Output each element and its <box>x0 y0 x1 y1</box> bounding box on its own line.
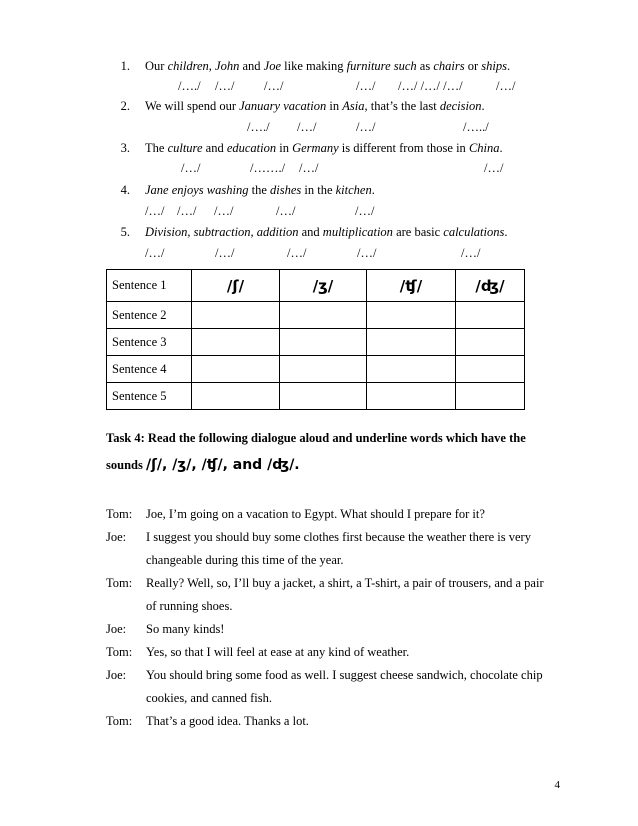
sentence-number: 5. <box>120 225 130 239</box>
sound-header: /ʤ/ <box>456 270 525 302</box>
sentence-number: 1. <box>120 59 130 73</box>
answer-cell[interactable] <box>456 356 525 383</box>
italic-word: chairs <box>433 59 465 73</box>
answer-cell[interactable] <box>456 383 525 410</box>
italic-word: dishes <box>270 183 302 197</box>
sound-header: /ʒ/ <box>280 270 367 302</box>
transcription-blank: /…/ <box>145 246 165 260</box>
sentence-fragment: in the <box>301 183 336 197</box>
italic-word: decision <box>439 99 482 113</box>
transcription-blank: /…/ <box>287 246 307 260</box>
sentence-fragment: . <box>504 225 508 239</box>
answer-cell[interactable] <box>280 329 367 356</box>
transcription-blank: /…/ <box>215 246 235 260</box>
sentence-fragment: is different from those in <box>338 141 469 155</box>
sentence-text <box>145 141 503 156</box>
row-label: Sentence 2 <box>107 302 192 329</box>
transcription-blank: /…/ <box>356 120 376 134</box>
dialogue-line: cookies, and canned fish. <box>146 691 273 705</box>
sentence-number: 3. <box>120 141 130 155</box>
sound-header: /ʧ/ <box>367 270 456 302</box>
transcription-blank: /……./ <box>250 161 286 175</box>
sentence-text <box>145 59 510 74</box>
sentence-number: 2. <box>120 99 130 113</box>
sentence-fragment: . <box>506 59 511 73</box>
transcription-blank: /…/ <box>181 161 201 175</box>
transcription-blank: /…/ <box>355 204 375 218</box>
dialogue-line: So many kinds! <box>146 622 225 636</box>
row-label: Sentence 1 <box>107 270 192 302</box>
sentence-fragment: . <box>371 183 375 197</box>
dialogue-line: You should bring some food as well. I suggest cheese sandwich, chocolate chip <box>146 668 543 682</box>
italic-word: Joe <box>263 59 282 73</box>
speaker-label: Joe: <box>106 622 127 636</box>
transcription-blank: /…/ <box>214 204 234 218</box>
sound-table <box>106 269 525 410</box>
sentence-fragment: . <box>481 99 485 113</box>
sentence-fragment: and <box>202 141 227 155</box>
sentence-fragment: , that’s the last <box>364 99 440 113</box>
sentence-fragment: The <box>145 141 168 155</box>
italic-word: kitchen <box>335 183 372 197</box>
dialogue-line: Joe, I’m going on a vacation to Egypt. What should I prepare for it? <box>146 507 485 521</box>
table-row <box>107 329 525 356</box>
dialogue-line: of running shoes. <box>146 599 233 613</box>
table-row <box>107 383 525 410</box>
italic-word: Division, subtraction, addition <box>145 225 299 239</box>
sentence-fragment: in <box>326 99 343 113</box>
italic-word: culture <box>167 141 203 155</box>
italic-word: calculations <box>443 225 505 239</box>
sentence-fragment: the <box>248 183 270 197</box>
answer-cell[interactable] <box>280 302 367 329</box>
dialogue-line: Yes, so that I will feel at ease at any kind of weather. <box>146 645 410 659</box>
answer-cell[interactable] <box>456 329 525 356</box>
sentence-fragment: or <box>464 59 482 73</box>
sentence-fragment: in <box>276 141 293 155</box>
task-heading: Task 4: Read the following dialogue aloud and underline words which have the <box>106 431 526 445</box>
transcription-blank: /…/ <box>299 161 319 175</box>
sentence-fragment: and <box>239 59 264 73</box>
sentence-number: 4. <box>120 183 130 197</box>
answer-cell[interactable] <box>367 302 456 329</box>
transcription-blank: /…/ <box>297 120 317 134</box>
table-row <box>107 356 525 383</box>
dialogue-line: I suggest you should buy some clothes first because the weather there is very <box>146 530 531 544</box>
row-label: Sentence 5 <box>107 383 192 410</box>
answer-cell[interactable] <box>192 356 280 383</box>
sentence-fragment: and <box>298 225 323 239</box>
row-label: Sentence 4 <box>107 356 192 383</box>
task-heading-sounds <box>106 457 300 473</box>
italic-word: John <box>215 59 240 73</box>
answer-cell[interactable] <box>192 302 280 329</box>
italic-word: China <box>468 141 500 155</box>
task-heading-symbols: /ʃ/, /ʒ/, /ʧ/, and /ʤ/. <box>145 457 300 473</box>
page-number: 4 <box>554 779 560 791</box>
sound-header: /ʃ/ <box>192 270 280 302</box>
sentence-text <box>145 99 485 114</box>
speaker-label: Joe: <box>106 668 127 682</box>
sentence-fragment: as <box>416 59 434 73</box>
transcription-blank: /…/ <box>145 204 165 218</box>
italic-word: Jane enjoys washing <box>145 183 249 197</box>
table-row <box>107 270 525 302</box>
transcription-blank: /…/ <box>264 79 284 93</box>
sentence-fragment: like making <box>281 59 347 73</box>
sentence-text <box>145 183 375 198</box>
speaker-label: Tom: <box>106 507 133 521</box>
answer-cell[interactable] <box>192 383 280 410</box>
answer-cell[interactable] <box>456 302 525 329</box>
transcription-blank: /…/ <box>276 204 296 218</box>
answer-cell[interactable] <box>367 383 456 410</box>
transcription-blank: /…./ <box>247 120 270 134</box>
italic-word: multiplication <box>322 225 393 239</box>
sentence-fragment: Our <box>145 59 168 73</box>
answer-cell[interactable] <box>280 356 367 383</box>
answer-cell[interactable] <box>280 383 367 410</box>
dialogue-line: Really? Well, so, I’ll buy a jacket, a shirt, a T-shirt, a pair of trousers, and a pair <box>146 576 544 590</box>
sentence-fragment: We will spend our <box>145 99 240 113</box>
speaker-label: Tom: <box>106 576 133 590</box>
italic-word: January vacation <box>239 99 327 113</box>
transcription-blank: /…../ <box>463 120 489 134</box>
answer-cell[interactable] <box>367 329 456 356</box>
answer-cell[interactable] <box>367 356 456 383</box>
speaker-label: Tom: <box>106 714 133 728</box>
task-heading-prefix: sounds <box>106 458 146 472</box>
sentence-text <box>145 225 508 240</box>
sentence-fragment: , <box>208 59 216 73</box>
transcription-blank: /…/ <box>357 246 377 260</box>
sentence-fragment: . <box>499 141 503 155</box>
row-label: Sentence 3 <box>107 329 192 356</box>
italic-word: Asia <box>342 99 365 113</box>
italic-word: children <box>167 59 209 73</box>
transcription-blank: /…./ <box>178 79 201 93</box>
italic-word: ships <box>481 59 507 73</box>
transcription-blank: /…/ /…/ /…/ <box>398 79 463 93</box>
transcription-blank: /…/ <box>484 161 504 175</box>
italic-word: Germany <box>292 141 339 155</box>
dialogue-line: That’s a good idea. Thanks a lot. <box>146 714 309 728</box>
dialogue-line: changeable during this time of the year. <box>146 553 344 567</box>
speaker-label: Joe: <box>106 530 127 544</box>
answer-cell[interactable] <box>192 329 280 356</box>
italic-word: furniture such <box>346 59 417 73</box>
transcription-blank: /…/ <box>461 246 481 260</box>
transcription-blank: /…/ <box>215 79 235 93</box>
sentence-fragment: are basic <box>392 225 444 239</box>
speaker-label: Tom: <box>106 645 133 659</box>
transcription-blank: /…/ <box>356 79 376 93</box>
transcription-blank: /…/ <box>177 204 197 218</box>
italic-word: education <box>226 141 277 155</box>
table-row <box>107 302 525 329</box>
transcription-blank: /…/ <box>496 79 516 93</box>
